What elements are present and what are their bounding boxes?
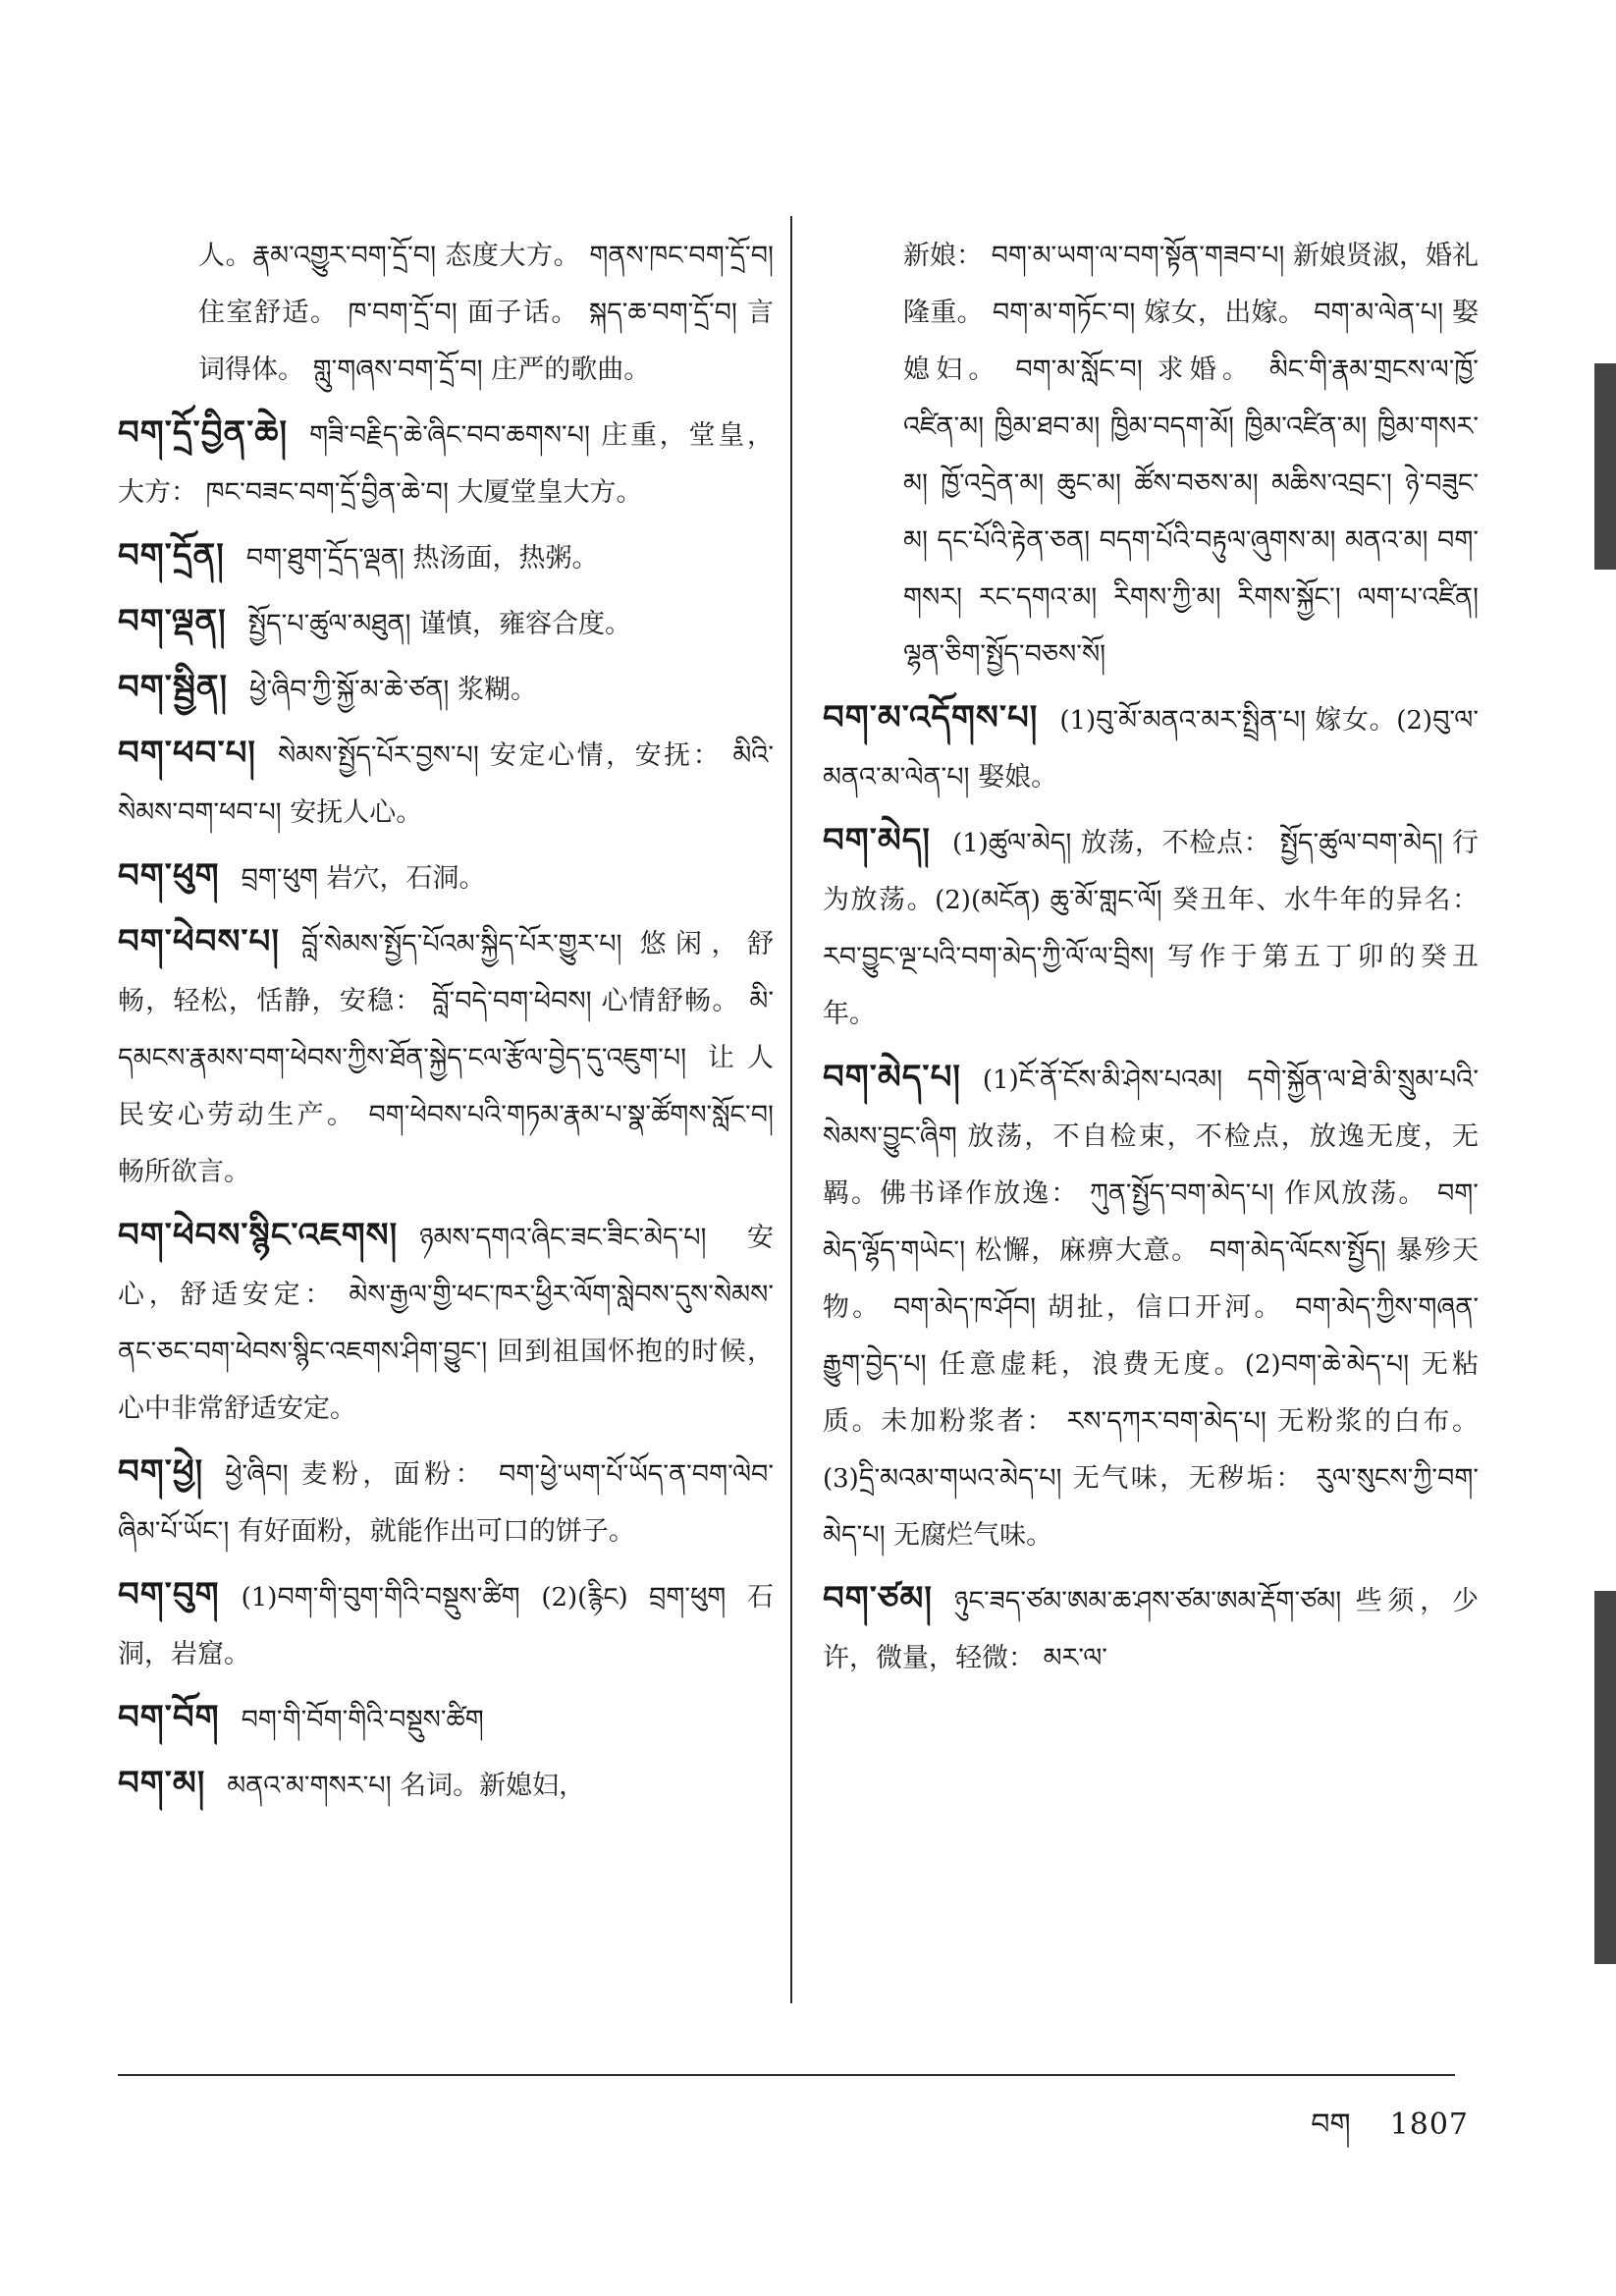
chinese-definition: 放荡，不自检束，不检点，放逸无度，无羁。佛书译作放逸： [823, 1121, 1480, 1209]
chinese-definition: 松懈，麻痹大意。 [975, 1235, 1210, 1266]
tibetan-definition: ཕྱེ་ཞིབ་ཀྱི་སྐྱོ་མ་ཆེ་ཙན། [249, 675, 458, 705]
sense-number: (1) [1059, 706, 1097, 736]
sense-number: (1) [951, 829, 989, 858]
chinese-definition: 胡扯，信口开河。 [1047, 1292, 1296, 1323]
chinese-definition: 任意虚耗，浪费无度。 [939, 1349, 1245, 1380]
tibetan-definition: རས་དཀར་བག་མེད་པ། [1066, 1406, 1278, 1437]
chinese-definition: 心情舒畅。 [601, 986, 750, 1016]
tibetan-definition: བག་མ་གཏོང་བ། [992, 298, 1145, 328]
left-column [118, 228, 774, 1821]
chinese-definition: 嫁女。 [1315, 705, 1397, 736]
tibetan-definition: དྲི་མའམ་གཡའ་མེད་པ། [858, 1463, 1073, 1494]
chinese-definition: 行为放荡。 [823, 828, 1480, 915]
chinese-definition: 写作于第五丁卯的癸丑年。 [823, 942, 1479, 1029]
tibetan-definition: བག་ཕྱེ་ཡག་པོ་ཡོད་ན་བག་ལེབ་ཞིམ་པོ་ཡོང་། [118, 1459, 774, 1547]
tibetan-definition: ཆུ་མོ་གླང་ལོ། [1050, 885, 1172, 915]
tibetan-definition: རྣམ་འགྱུར་བག་དྲོ་བ། [252, 241, 446, 271]
sense-number: (2) [1244, 1350, 1281, 1380]
sense-number: (2) [1396, 706, 1433, 736]
chinese-definition: 回到祖国怀抱的时候，心中非常舒适安定。 [118, 1337, 774, 1424]
tibetan-definition: བག་མེད་ཁ་ཤོབ། [892, 1292, 1048, 1323]
chinese-definition: 庄严的歌曲。 [491, 355, 651, 385]
chinese-definition: 娶媳妇。 [903, 298, 1479, 385]
chinese-definition: 言词得体。 [198, 298, 774, 385]
chinese-definition: 新娘贤淑，婚礼隆重。 [903, 241, 1479, 328]
chinese-definition: 新娘： [903, 241, 992, 271]
entry-headword: བག་ཕེབས་སྙིང་འཇགས། [118, 1216, 399, 1255]
chinese-definition: 无腐烂气味。 [893, 1520, 1053, 1551]
chinese-definition: 住室舒适。 [198, 298, 349, 328]
dictionary-entry [118, 593, 774, 653]
column-divider [790, 216, 792, 2003]
chinese-definition: 放荡，不检点： [1080, 828, 1280, 858]
tibetan-definition: མི་དམངས་རྣམས་བག་ཕེབས་ཀྱིས་ཐོན་སྐྱེད་ངལ་རྩོལ་བྱེད་དུ་འཇུག་པ། [118, 986, 774, 1073]
tibetan-definition: བག་མ་ལེན་པ། [1314, 298, 1452, 328]
chinese-definition: 无气味，无秽垢： [1072, 1463, 1317, 1494]
chinese-definition: 暴殄天物。 [823, 1235, 1479, 1323]
entry-headword: བག་མ། [118, 1764, 206, 1803]
dictionary-entry [118, 405, 774, 521]
tibetan-definition: ཚུལ་མེད། [988, 828, 1081, 858]
tibetan-definition: བག་མེད་ལྷོད་གཡེང་། [823, 1178, 1479, 1266]
tibetan-definition: སྐད་ཆ་བག་དྲོ་བ། [588, 298, 747, 328]
dictionary-entry [118, 1755, 774, 1815]
tibetan-definition: སེམས་སྤྱོད་པོར་བྱས་པ། [277, 740, 490, 771]
dictionary-entry [118, 1207, 774, 1438]
dictionary-entry [118, 725, 774, 842]
tibetan-definition: མར་ལ་ [1043, 1643, 1107, 1673]
dictionary-entry [118, 1689, 774, 1749]
chinese-definition: 悠闲，舒畅，轻松，恬静，安稳： [118, 929, 774, 1016]
running-head: བག [1311, 2107, 1351, 2142]
dictionary-entry [823, 689, 1479, 806]
tibetan-definition: རུལ་སུངས་ཀྱི་བག་མེད་པ། [823, 1463, 1480, 1551]
tibetan-definition: བག་མེད་ལོངས་སྤྱོད། [1209, 1235, 1396, 1266]
tibetan-definition: བག་མེད་ཀྱིས་གཞན་རྒྱུག་བྱེད་པ། [823, 1292, 1479, 1380]
tibetan-definition: མནའ་མ་གསར་པ། [227, 1771, 401, 1801]
page-footer [1311, 2092, 1469, 2174]
chinese-definition: 癸丑年、水牛年的异名： [1171, 885, 1480, 915]
entry-headword: བག་མེད། [823, 821, 931, 860]
chinese-definition: 浆糊。 [457, 675, 537, 705]
tibetan-definition: སྤྱོད་ཚུལ་བག་མེད། [1279, 828, 1453, 858]
chinese-definition: 庄重，堂皇，大方： [118, 420, 774, 508]
entry-headword: བག་མེད་པ། [823, 1058, 961, 1097]
entry-headword: བག་སྦྱིན། [118, 668, 229, 707]
entry-headword: བག་དྲོན། [118, 536, 225, 575]
entry-headword: བག་བོག [118, 1698, 220, 1737]
tibetan-definition: རབ་བྱུང་ལྔ་པའི་བག་མེད་ཀྱི་ལོ་ལ་བྲིས། [823, 942, 1168, 972]
tibetan-definition: ཉུང་ཟད་ཙམ་ཨམ་ཆ་ཤས་ཙམ་ཨམ་རྡོག་ཙམ། [953, 1586, 1356, 1616]
entry-headword: བག་དྲོ་བྱིན་ཆེ། [118, 413, 289, 453]
tibetan-definition: བག་གི་བུག་གིའི་བསྡུས་ཚིག [277, 1582, 542, 1613]
entry-continuation [118, 228, 774, 399]
tibetan-definition: ཁ་བག་དྲོ་བ། [348, 298, 467, 328]
tibetan-definition: ངོ་ནོ་ངོས་མི་ཤེས་པའམ། དགེ་སྐྱོན་ལ་ཐེ་མི་སྲུམ་པའི་སེམས་བྱུང་ཞིག [823, 1065, 1479, 1152]
entry-headword: བག་བུག [118, 1575, 220, 1614]
entry-continuation [823, 228, 1479, 683]
tibetan-definition: མིང་གི་རྣམ་གྲངས་ལ་ཁྱོ་འཛིན་མ། ཁྱིམ་ཐབ་མ། ཁྱིམ་བདག་མོ། ཁྱིམ་འཛིན་མ། ཁྱིམ་གསར་མ། ཁྱོ་འདྲེན་མ། ཆུང་མ། ཚོས་བཅས་མ། མཆིས་འབྲང་། ཉེ་བཟུང་མ། དང་པོའི་རྟེན་ཅན། བདག་པོའི་བརྟུལ་ཞུགས་མ། མནའ་མ། བག་གསར། རང་དགའ་མ། རིགས་ཀྱི་མ། རིགས་སྐྱོང་། ལག་པ་འཛིན། ལྷན་ཅིག་སྤྱོད་བཅས་སོ། [903, 355, 1479, 670]
dictionary-entry [823, 1570, 1479, 1687]
tibetan-definition: བག་ཕེབས་པའི་གཏམ་རྣམ་པ་སྣ་ཚོགས་སློང་བ། [368, 1100, 774, 1130]
chinese-definition: 面子话。 [466, 298, 589, 328]
chinese-definition: 无粘质。未加粉浆者： [823, 1349, 1480, 1437]
tibetan-definition: ཕྱེ་ཞིབ། [225, 1459, 301, 1490]
chinese-definition: 无粉浆的白布。 [1277, 1406, 1479, 1437]
chinese-definition: 名词。新媳妇， [400, 1771, 586, 1801]
chinese-definition: 人。 [198, 241, 253, 271]
dictionary-entry [118, 527, 774, 587]
page-number: 1807 [1389, 2107, 1469, 2142]
sense-number: (1) [241, 1583, 278, 1613]
tibetan-definition: མེས་རྒྱལ་གྱི་ཕང་ཁར་ཕྱིར་ལོག་སླེབས་དུས་སེམས་ནང་ཅང་བག་ཕེབས་སྙིང་འཇགས་ཤིག་བྱུང་། [118, 1280, 774, 1367]
tibetan-definition: བག་གི་བོག་གིའི་བསྡུས་ཚིག [241, 1705, 484, 1735]
tibetan-definition: གནས་ཁང་བག་དྲོ་བ། [589, 241, 774, 271]
tibetan-definition: བྲག་ཕུག [241, 863, 327, 894]
chinese-definition: 热汤面，热粥。 [412, 543, 599, 574]
chinese-definition: 谨慎，雍容合度。 [419, 609, 632, 639]
sense-number: (3) [823, 1464, 859, 1494]
entry-headword: བག་ལྡན། [118, 602, 227, 641]
tibetan-definition: བག་ཆེ་མེད་པ། [1280, 1349, 1422, 1380]
tibetan-definition: གླུ་གཞས་བག་དྲོ་བ། [312, 355, 492, 385]
tibetan-definition: བློ་སེམས་སྤྱོད་པོའམ་སྐྱིད་པོར་གྱུར་པ། [300, 929, 640, 959]
chinese-definition: 态度大方。 [445, 241, 590, 271]
entry-headword: བག་ཙམ། [823, 1579, 933, 1618]
chinese-definition: 些须，少许，微量，轻微： [823, 1586, 1479, 1673]
chinese-definition: 有好面粉，就能作出可口的饼子。 [237, 1516, 635, 1547]
tibetan-definition: ཁང་བཟང་བག་དྲོ་བྱིན་ཆེ་བ། [205, 477, 458, 508]
dictionary-entry [823, 812, 1479, 1043]
dictionary-entry [118, 847, 774, 907]
footer-rule [118, 2074, 1455, 2076]
tibetan-definition: བུ་ལ་མནའ་མ་ལེན་པ། [823, 705, 1479, 793]
tibetan-definition: བུ་མོ་མནའ་མར་སྤྲིན་པ། [1096, 705, 1316, 736]
chinese-definition: 畅所欲言。 [118, 1157, 250, 1187]
sense-number: (1) [982, 1066, 1019, 1095]
dictionary-entry [118, 1566, 774, 1683]
entry-headword: བག་ཕུག [118, 856, 220, 896]
dictionary-entry [118, 659, 774, 719]
sense-number: (2)(མངོན) [935, 886, 1050, 915]
chinese-definition: 安心，舒适安定： [118, 1223, 774, 1310]
chinese-definition: 求婚。 [1157, 355, 1269, 385]
tibetan-definition: བྲག་ཕུག [649, 1582, 747, 1613]
tibetan-definition: སྤྱོད་པ་ཚུལ་མཐུན། [247, 609, 420, 639]
chinese-definition: 让人民安心劳动生产。 [118, 1043, 774, 1130]
right-column [823, 228, 1479, 1693]
chinese-definition: 大厦堂皇大方。 [457, 477, 643, 508]
chinese-definition: 石洞，岩窟。 [118, 1582, 774, 1669]
scan-edge-mark [1594, 1591, 1616, 1964]
tibetan-definition: བློ་བདེ་བག་ཕེབས། [432, 986, 602, 1016]
tibetan-definition: ཀུན་སྤྱོད་བག་མེད་པ། [1089, 1178, 1285, 1209]
sense-number: (2)(རྙིང) [541, 1583, 650, 1613]
entry-headword: བག་ཕབ་པ། [118, 734, 256, 773]
entry-headword: བག་ཕེབས་པ། [118, 922, 280, 961]
chinese-definition: 麦粉，面粉： [300, 1459, 500, 1490]
dictionary-entry [118, 913, 774, 1201]
chinese-definition: 岩穴，石洞。 [326, 863, 486, 894]
entry-headword: བག་ཕྱེ། [118, 1452, 204, 1492]
chinese-definition: 娶娘。 [978, 762, 1058, 793]
tibetan-definition: ཉམས་དགའ་ཞིང་ཟང་ཟིང་མེད་པ། [419, 1223, 747, 1253]
tibetan-definition: བག་མ་ཡག་ལ་བག་སྟོན་གཟབ་པ། [991, 241, 1293, 271]
scan-edge-mark [1594, 363, 1616, 570]
chinese-definition: 嫁女，出嫁。 [1144, 298, 1315, 328]
tibetan-definition: བག་ཐུག་དྲོད་ལྡན། [245, 543, 413, 574]
chinese-definition: 安定心情，安抚： [489, 740, 733, 771]
tibetan-definition: མིའི་སེམས་བག་ཕབ་པ། [118, 740, 774, 828]
dictionary-entry [823, 1049, 1479, 1564]
tibetan-definition: གཟི་བརྗིད་ཆེ་ཞིང་བབ་ཆགས་པ། [309, 420, 602, 451]
dictionary-entry [118, 1444, 774, 1560]
entry-headword: བག་མ་འདོགས་པ། [823, 698, 1039, 738]
chinese-definition: 作风放荡。 [1284, 1178, 1437, 1209]
chinese-definition: 安抚人心。 [290, 797, 423, 828]
tibetan-definition: བག་མ་སློང་བ། [1015, 355, 1158, 385]
